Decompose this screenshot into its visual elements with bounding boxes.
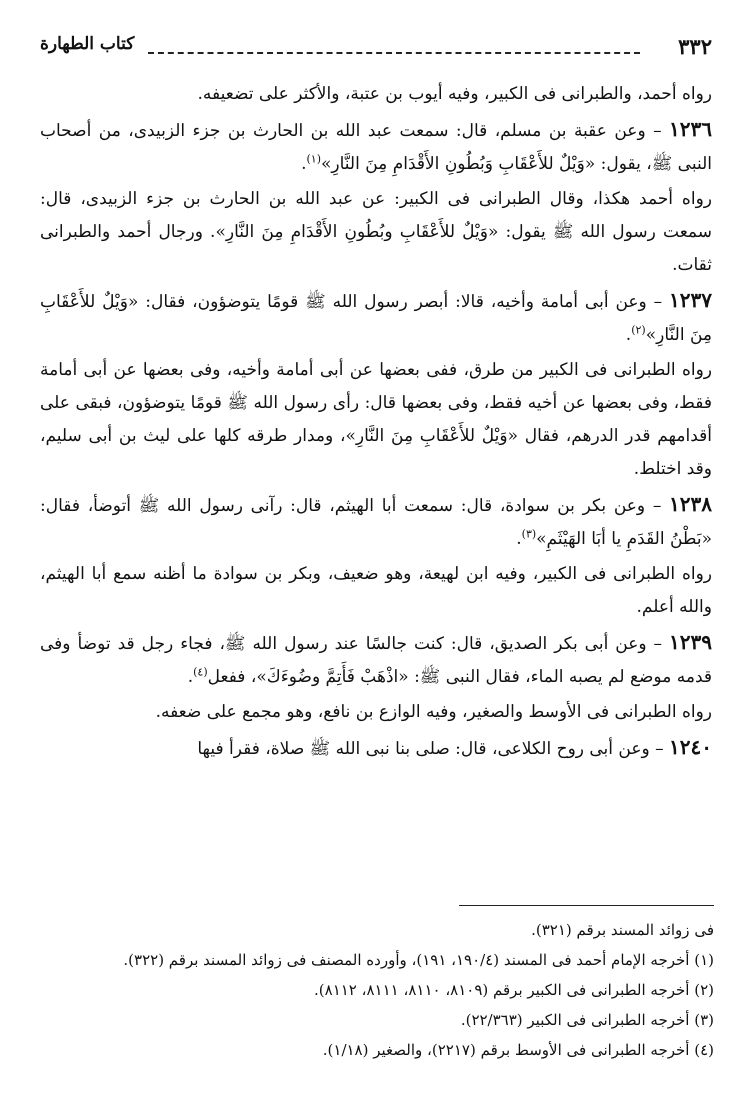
running-header	[40, 30, 712, 70]
footnote-ref[interactable]: (٤)	[193, 665, 208, 679]
hadith-paragraph	[40, 626, 712, 694]
paragraph	[40, 183, 712, 282]
hadith-paragraph	[40, 113, 712, 181]
hadith-number: ١٢٣٦	[669, 117, 712, 141]
hadith-paragraph	[40, 488, 712, 556]
main-text	[40, 78, 712, 768]
hadith-text: – وعن أبى روح الكلاعى، قال: صلى بنا نبى الله ﷺ صلاة، فقرأ فيها	[197, 739, 670, 759]
footnote-separator	[459, 905, 714, 906]
page-number: ٣٣٢	[678, 34, 712, 59]
paragraph	[40, 78, 712, 111]
hadith-paragraph	[40, 731, 712, 766]
hadith-tail: .	[301, 154, 307, 174]
paragraph	[40, 354, 712, 486]
hadith-text: – وعن أبى بكر الصديق، قال: كنت جالسًا عند رسول الله ﷺ، فجاء رجل قد توضأ وفى قدمه موضع لم يصبه الماء، فقال النبى ﷺ: «اذْهَبْ فَأَتِمَّ وضُوءَكَ»، ففعل	[40, 634, 712, 687]
hadith-number: ١٢٤٠	[669, 735, 712, 759]
hadith-number: ١٢٣٧	[669, 288, 712, 312]
hadith-text: – وعن أبى أمامة وأخيه، قالا: أبصر رسول الله ﷺ قومًا يتوضؤون، فقال: «وَيْلٌ للأَعْقَابِ مِنَ النَّارِ»	[40, 292, 712, 345]
paragraph-text: رواه أحمد هكذا، وقال الطبرانى فى الكبير: عن عبد الله بن الحارث بن جزء الزبيدى، قال: سمعت رسول الله ﷺ يقول: «وَيْلٌ للأَعْقَابِ وبُطُونِ الأَقْدَامِ مِنَ النَّارِ». ورجال أحمد والطبرانى ثقات.	[40, 189, 712, 275]
footnote-4: (٤) أخرجه الطبرانى فى الأوسط برقم (٢٢١٧)، والصغير (١/١٨).	[322, 1041, 714, 1059]
footnote-1: (١) أخرجه الإمام أحمد فى المسند (١٩٠/٤، ١٩١)، وأورده المصنف فى زوائد المسند برقم (٣٢٢).	[123, 951, 714, 969]
hadith-text: – وعن عقبة بن مسلم، قال: سمعت عبد الله بن الحارث بن جزء الزبيدى، من أصحاب النبى ﷺ، يقول: «وَيْلٌ للأَعْقَابِ وَبُطُونِ الأَقْدَامِ مِنَ النَّارِ»	[40, 121, 712, 174]
paragraph-text: رواه الطبرانى فى الأوسط والصغير، وفيه الوازع بن نافع، وهو مجمع على ضعفه.	[155, 702, 712, 722]
paragraph-text: رواه الطبرانى فى الكبير، وفيه ابن لهيعة، وهو ضعيف، وبكر بن سوادة ما أظنه سمع أبا الهيثم، والله أعلم.	[40, 564, 712, 617]
paragraph	[40, 558, 712, 624]
hadith-tail: .	[187, 667, 194, 687]
footnotes	[40, 915, 714, 1065]
footnote-continuation: فى زوائد المسند برقم (٣٢١).	[531, 921, 714, 939]
footnote-ref[interactable]: (٣)	[521, 527, 537, 541]
paragraph-text: رواه الطبرانى فى الكبير من طرق، ففى بعضها عن أبى أمامة وأخيه، وفى بعضها عن أبى أمامة فقط، وفى بعضها عن أخيه فقط، وفى بعضها قال: رأى رسول الله ﷺ قومًا يتوضؤون، فبقى على أقدامهم قدر الدرهم، فقال «وَيْلٌ للأَعْقَابِ مِنَ النَّارِ»، ومدار طرقه كلها على ليث بن أبى سليم، وقد اختلط.	[40, 360, 712, 479]
hadith-number: ١٢٣٨	[669, 492, 712, 516]
hadith-number: ١٢٣٩	[669, 630, 712, 654]
header-dashed-rule	[148, 52, 640, 54]
hadith-text: – وعن بكر بن سوادة، قال: سمعت أبا الهيثم، قال: رآنى رسول الله ﷺ أتوضأ، فقال: «بَطْنُ القَدَمِ يا أبَا الهَيْثَمِ»	[40, 496, 712, 549]
hadith-paragraph	[40, 284, 712, 352]
paragraph-text: رواه أحمد، والطبرانى فى الكبير، وفيه أيوب بن عتبة، والأكثر على تضعيفه.	[197, 84, 712, 104]
hadith-tail: .	[625, 325, 632, 345]
footnote-ref[interactable]: (١)	[306, 152, 322, 166]
footnote-3: (٣) أخرجه الطبرانى فى الكبير (٢٢/٣٦٣).	[460, 1011, 714, 1029]
book-title: كتاب الطهارة	[40, 34, 135, 54]
paragraph	[40, 696, 712, 729]
footnote-2: (٢) أخرجه الطبرانى فى الكبير برقم (٨١٠٩، ٨١١٠، ٨١١١، ٨١١٢).	[314, 981, 714, 999]
hadith-tail: .	[516, 529, 522, 549]
footnote-ref[interactable]: (٢)	[631, 323, 646, 337]
